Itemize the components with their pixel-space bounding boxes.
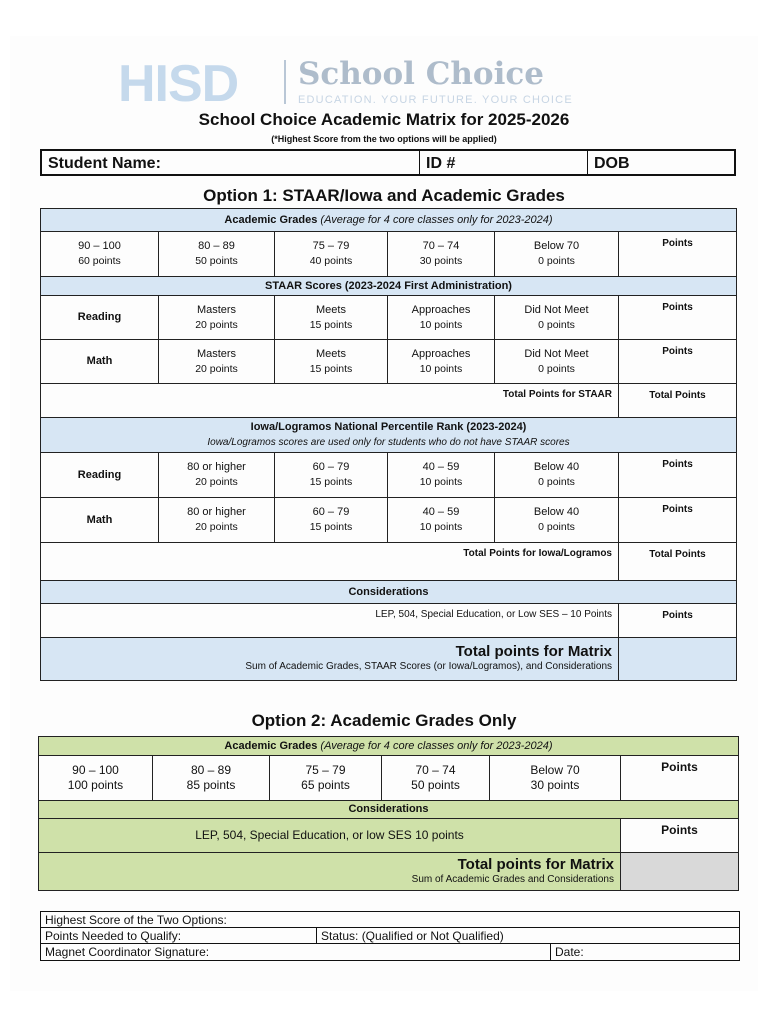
considerations-header: Considerations [41, 581, 737, 604]
total-matrix-label-2 [39, 853, 621, 891]
points-cell[interactable]: Points [619, 296, 737, 340]
summary-row [41, 944, 739, 960]
summary-row [41, 928, 739, 944]
grade-cell: Below 70 30 points [490, 756, 621, 801]
option1-title: Option 1: STAAR/Iowa and Academic Grades [203, 186, 565, 205]
staar-header: STAAR Scores (2023-2024 First Administration) [41, 277, 737, 296]
academic-grades-header-label: Academic Grades [224, 213, 318, 226]
total-matrix-subtitle-2: Sum of Academic Grades and Considerations [411, 873, 614, 885]
academic-grades-header [41, 209, 737, 232]
total-matrix-title-2: Total points for Matrix [457, 855, 614, 873]
iowa-cell: 40 – 59 10 points [388, 453, 495, 498]
considerations-text-2: LEP, 504, Special Education, or low SES 10 points [39, 819, 621, 853]
iowa-reading-label: Reading [41, 453, 159, 498]
points-needed-field[interactable]: Points Needed to Qualify: [41, 928, 317, 943]
staar-cell: Meets 15 points [275, 340, 388, 384]
grade-cell: 75 – 79 65 points [270, 756, 382, 801]
total-matrix-title: Total points for Matrix [455, 643, 612, 660]
total-matrix-subtitle: Sum of Academic Grades, STAAR Scores (or Iowa/Logramos), and Considerations [245, 661, 612, 672]
iowa-header-note: Iowa/Logramos scores are used only for students who do not have STAAR scores [207, 437, 570, 448]
staar-cell: Approaches 10 points [388, 296, 495, 340]
total-points-cell[interactable]: Total Points [619, 543, 737, 581]
date-field[interactable]: Date: [555, 945, 584, 959]
academic-grades-header-2-label: Academic Grades [224, 739, 318, 752]
academic-grades-header-note: (Average for 4 core classes only for 2023-2024) [320, 213, 553, 226]
iowa-math-label: Math [41, 498, 159, 543]
total-staar-label: Total Points for STAAR [41, 384, 619, 418]
academic-grades-header-2 [39, 737, 739, 756]
hisd-logo [118, 55, 678, 113]
total-matrix-value-2[interactable] [621, 853, 739, 891]
logo-divider [284, 60, 286, 104]
total-matrix-value[interactable] [619, 638, 737, 681]
points-cell[interactable]: Points [621, 819, 739, 853]
logo-hisd: HISD [118, 55, 239, 113]
staar-cell: Masters 20 points [159, 340, 275, 384]
iowa-header [41, 418, 737, 453]
points-cell[interactable]: Points [619, 604, 737, 638]
staar-cell: Meets 15 points [275, 296, 388, 340]
grade-cell: 75 – 79 40 points [275, 232, 388, 277]
grade-cell: 80 – 89 85 points [153, 756, 270, 801]
points-cell[interactable]: Points [619, 498, 737, 543]
iowa-cell: Below 40 0 points [495, 498, 619, 543]
considerations-text: LEP, 504, Special Education, or Low SES – 10 Points [41, 604, 619, 638]
student-id-field[interactable]: ID # [420, 151, 588, 174]
option1-table [40, 208, 737, 681]
staar-cell: Did Not Meet 0 points [495, 340, 619, 384]
iowa-cell: 80 or higher 20 points [159, 498, 275, 543]
logo-school-choice: School Choice [298, 56, 544, 92]
staar-cell: Did Not Meet 0 points [495, 296, 619, 340]
total-points-cell[interactable]: Total Points [619, 384, 737, 418]
staar-reading-label: Reading [41, 296, 159, 340]
title-note: (*Highest Score from the two options will be applied) [271, 134, 497, 144]
staar-cell: Approaches 10 points [388, 340, 495, 384]
option2-table [38, 736, 739, 891]
points-cell[interactable]: Points [619, 453, 737, 498]
staar-cell: Masters 20 points [159, 296, 275, 340]
grade-cell: Below 70 0 points [495, 232, 619, 277]
student-info-row [40, 149, 736, 176]
points-cell[interactable]: Points [621, 756, 739, 801]
iowa-cell: 40 – 59 10 points [388, 498, 495, 543]
considerations-header-2: Considerations [39, 801, 739, 819]
grade-cell: 70 – 74 30 points [388, 232, 495, 277]
iowa-cell: Below 40 0 points [495, 453, 619, 498]
iowa-cell: 80 or higher 20 points [159, 453, 275, 498]
iowa-cell: 60 – 79 15 points [275, 498, 388, 543]
points-cell[interactable]: Points [619, 340, 737, 384]
dob-field[interactable]: DOB [594, 155, 630, 172]
iowa-cell: 60 – 79 15 points [275, 453, 388, 498]
academic-grades-header-2-note: (Average for 4 core classes only for 2023-2024) [320, 739, 553, 752]
grade-cell: 80 – 89 50 points [159, 232, 275, 277]
page-title: School Choice Academic Matrix for 2025-2026 [198, 110, 570, 129]
summary-box [40, 911, 740, 961]
status-field[interactable]: Status: (Qualified or Not Qualified) [321, 929, 504, 943]
iowa-header-label: Iowa/Logramos National Percentile Rank (2023-2024) [250, 421, 527, 433]
total-iowa-label: Total Points for Iowa/Logramos [41, 543, 619, 581]
logo-tagline: EDUCATION. YOUR FUTURE. YOUR CHOICE [298, 94, 573, 106]
grade-cell: 70 – 74 50 points [382, 756, 490, 801]
staar-math-label: Math [41, 340, 159, 384]
option2-title: Option 2: Academic Grades Only [251, 711, 517, 730]
total-matrix-label [41, 638, 619, 681]
points-cell[interactable]: Points [619, 232, 737, 277]
student-name-field[interactable]: Student Name: [42, 151, 420, 174]
highest-score-field[interactable]: Highest Score of the Two Options: [45, 913, 227, 927]
grade-cell: 90 – 100 60 points [41, 232, 159, 277]
signature-field[interactable]: Magnet Coordinator Signature: [41, 944, 551, 960]
grade-cell: 90 – 100 100 points [39, 756, 153, 801]
summary-row [41, 912, 739, 928]
